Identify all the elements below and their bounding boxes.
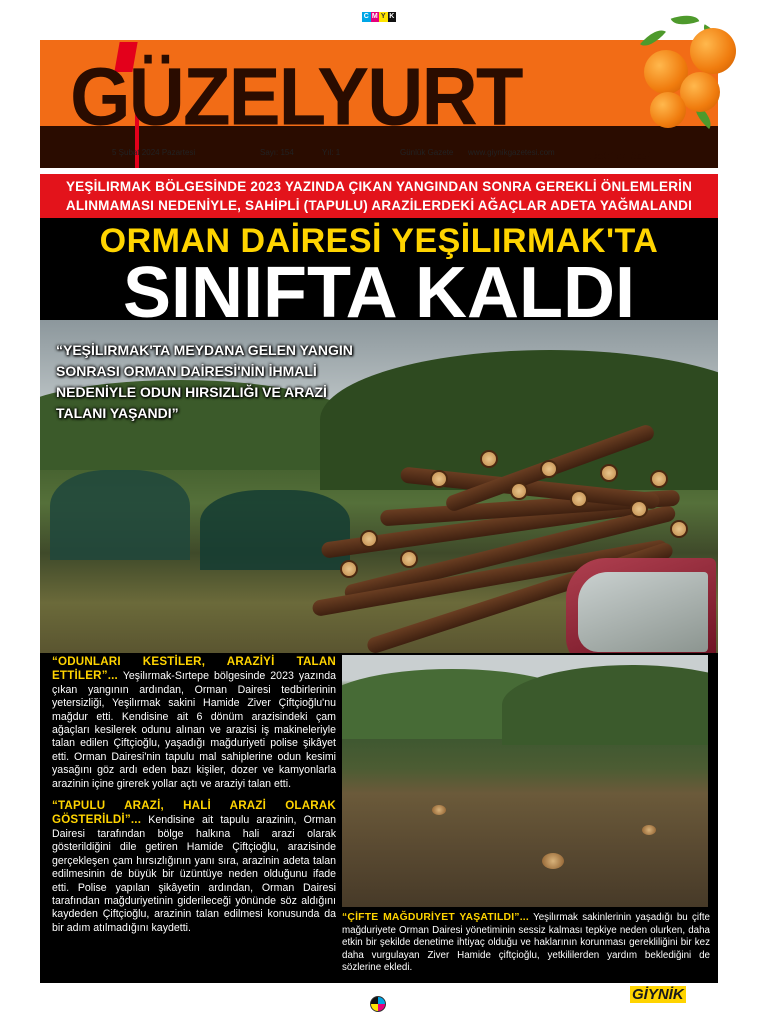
kicker-line-2: ALINMAMASI NEDENİYLE, SAHİPLİ (TAPULU) ARAZİLERDEKİ AĞAÇLAR ADETA YAĞMALANDI xyxy=(65,198,693,213)
photo-quote xyxy=(56,340,376,424)
kicker-banner xyxy=(40,174,718,218)
photo-quote-text: “YEŞİLIRMAK'TA MEYDANA GELEN YANGIN SONRASI ORMAN DAİRESİ'NİN İHMALİ NEDENİYLE ODUN HIRSIZLIĞI VE ARAZİ TALANI YAŞANDI” xyxy=(56,342,353,421)
secondary-photo-cleared-land xyxy=(342,655,708,907)
photo-caption xyxy=(342,912,710,975)
footer-brand-logo[interactable] xyxy=(630,986,686,1003)
footer-brand-text: GİYNİK xyxy=(632,986,684,1003)
article-subheading-2: “TAPULU ARAZİ, HALİ ARAZİ OLARAK GÖSTERİLDİ”... xyxy=(52,799,336,827)
newspaper-logo[interactable]: GÜZELYURT xyxy=(70,49,522,143)
cmyk-y: Y xyxy=(380,13,386,20)
cmyk-k: K xyxy=(389,13,395,20)
article-paragraph-2 xyxy=(52,799,336,935)
headline-line-1: ORMAN DAİRESİ YEŞİLIRMAK'TA xyxy=(99,222,659,260)
article-text-1: Yeşilırmak-Sırtepe bölgesinde 2023 yazında çıkan yangının ardından, Orman Dairesi tedbirlerinin yetersizliği, Yeşilırmak sakini Hamide Ziver Çiftçioğlu'nu mağdur etti. Kendisine ait 6 dönüm arazisindeki çam ağaçları kesilerek odunu alınan ve arazisi iş makineleriyle talan edilen Çiftçioğlu, yaşadığı mağduriyeti polise şikâyet etti. Orman Dairesi'nin tapulu mal sahiplerine odun kesimi yasağını göz ardı eden bazı kişiler, dozer ve kamyonlarla arazinin içine girerek yollar açtı ve araziyi talan etti. xyxy=(52,670,336,790)
issue-number: Sayı: 154 xyxy=(260,148,294,157)
registration-mark-icon xyxy=(370,996,386,1012)
article-subheading-1: “ODUNLARI KESTİLER, ARAZİYİ TALAN ETTİLER”... xyxy=(52,655,336,683)
cmyk-m: M xyxy=(371,13,378,20)
headline-line-2: SINIFTA KALDI xyxy=(123,253,635,333)
article-body xyxy=(52,655,336,943)
cmyk-c: C xyxy=(363,13,369,20)
issue-year: Yıl: 1 xyxy=(322,148,341,157)
article-subheading-3: “ÇİFTE MAĞDURİYET YAŞATILDI”... xyxy=(342,912,529,923)
issue-date: 5 Şubat 2024 Pazartesi xyxy=(112,148,196,157)
paper-type: Günlük Gazete xyxy=(400,148,454,157)
slogan: Batı'nın Sesi xyxy=(590,148,651,162)
article-paragraph-1 xyxy=(52,655,336,791)
website-link[interactable]: www.giynikgazetesi.com xyxy=(468,148,555,157)
cmyk-color-bar xyxy=(362,12,396,22)
article-text-2: Kendisine ait tapulu arazinin, Orman Dairesi tarafından bölge halkına hali arazi olarak gösterildiğini dile getiren Hamide Çiftçioğlu, arazisinde gerçekleşen çam hırsızlığının yanı sıra, arazinin adeta talan edilmesinin de büyük bir üzüntüye neden olduğunu ifade etti. Polise yapılan şikâyetin ardından, Orman Dairesi tarafından mağduriyetinin giderileceği yönünde söz aldığını kaydeden Çiftçioğlu, arazinin talan edilmesi konusunda da bir adım atılmadığını kaydetti. xyxy=(52,814,336,934)
kicker-line-1: YEŞİLIRMAK BÖLGESİNDE 2023 YAZINDA ÇIKAN YANGINDAN SONRA GEREKLİ ÖNLEMLERİN xyxy=(65,179,693,194)
article-text-3: Yeşilırmak sakinlerinin yaşadığı bu çifte mağduriyete Orman Dairesi yönetiminin sessiz kalması tepkiye neden olurken, daha etkin bir şekilde denetime ihtiyaç olduğu ve haklarının korunması gerekliliğini bir kez daha vurgulayan Ziver Hamide çiftçioğlu, yetkililerden yardım beklediğini de sözlerine ekledi. xyxy=(342,912,711,974)
